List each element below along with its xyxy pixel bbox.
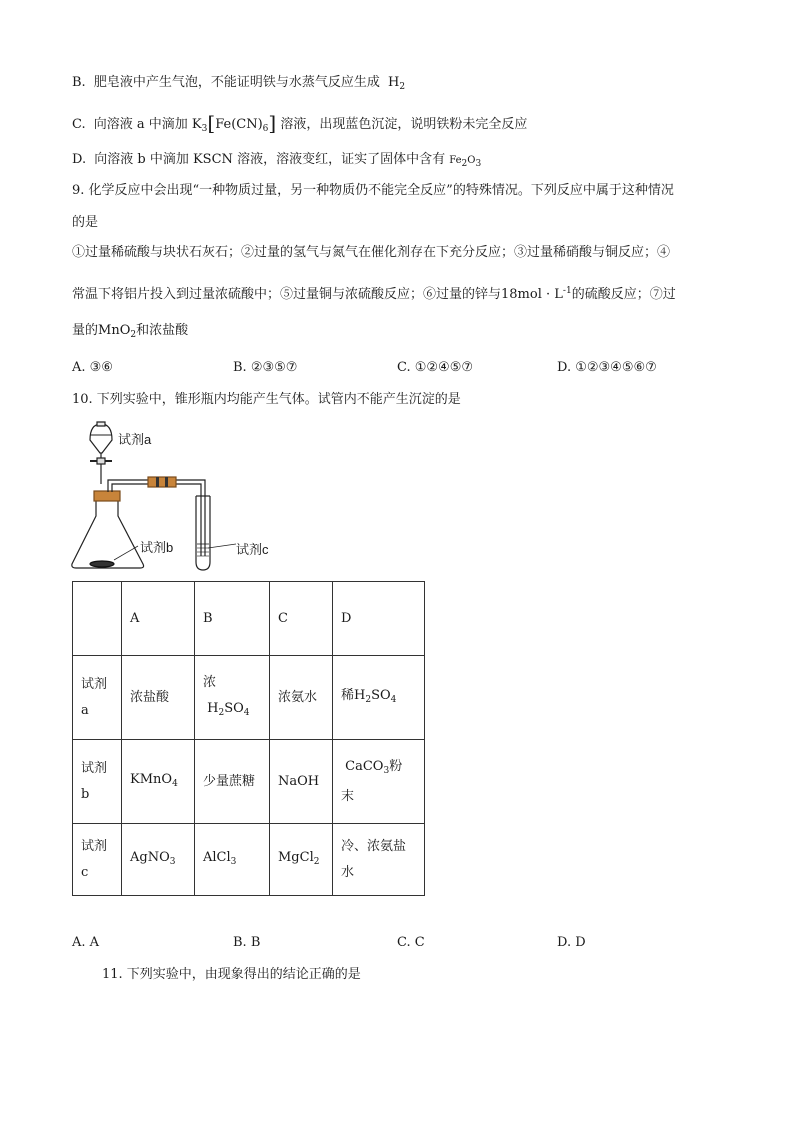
- table-header-cell: D: [333, 582, 425, 656]
- formula-k-sub: 3: [201, 124, 208, 134]
- formula-sub: 2: [399, 82, 406, 92]
- solid-reagent: [90, 561, 114, 567]
- table-cell: NaOH: [270, 740, 333, 824]
- table-header-cell: C: [270, 582, 333, 656]
- rubber-tube: [148, 477, 176, 487]
- apparatus-diagram: [68, 418, 308, 576]
- option-text-post: 溶液，溶液变红，证实了固体中含有: [237, 152, 446, 167]
- label-reagent-b: 试剂b: [140, 540, 174, 555]
- formula-sub: 2: [130, 330, 137, 340]
- q11-stem: 11. 下列实验中，由现象得出的结论正确的是: [102, 967, 361, 982]
- erlenmeyer-flask: [72, 492, 144, 568]
- concentration: 18mol · L: [501, 287, 563, 302]
- concentration-sup: -1: [562, 286, 572, 296]
- formula-fe: Fe(CN): [215, 117, 263, 132]
- table-cell: CaCO$_3$粉 末: [333, 740, 425, 824]
- row-label: 试剂 c: [73, 824, 122, 896]
- formula: MnO: [98, 323, 131, 338]
- table-cell: 少量蔗糖: [195, 740, 270, 824]
- table-cell: AgNO$_3$: [122, 824, 195, 896]
- option-c-prev: [72, 113, 527, 139]
- bracket-open: [: [207, 111, 216, 135]
- option-label: D.: [72, 152, 87, 167]
- table-header-cell: A: [122, 582, 195, 656]
- q9-items-line2: [72, 281, 676, 305]
- option-b-prev: [72, 73, 405, 97]
- test-tube: [196, 496, 210, 570]
- q10-stem: 10. 下列实验中，锥形瓶内均能产生气体。试管内不能产生沉淀的是: [72, 392, 461, 407]
- formula-k: K: [191, 117, 202, 132]
- q10-option-c: C. C: [397, 935, 425, 950]
- q9-option-d: D. ①②③④⑤⑥⑦: [557, 360, 657, 375]
- table-cell: AlCl$_3$: [195, 824, 270, 896]
- stopper: [94, 491, 120, 501]
- table-cell: 浓 $H_2SO_4$: [195, 656, 270, 740]
- table-cell: MgCl$_2$: [270, 824, 333, 896]
- label-reagent-a: 试剂a: [118, 432, 152, 447]
- q9-items-text: 量的: [72, 323, 99, 338]
- table-cell: 冷、浓氨盐 水: [333, 824, 425, 896]
- q9-option-a: A. ③⑥: [72, 360, 113, 375]
- row-label: 试剂 b: [73, 740, 122, 824]
- formula-fe2o3: $Fe_2O_3$: [449, 155, 482, 169]
- table-row: [73, 656, 425, 740]
- label-reagent-c: 试剂c: [236, 542, 269, 557]
- option-text-pre: 向溶液 b 中滴加: [94, 152, 189, 167]
- option-label: B.: [72, 75, 86, 90]
- q9-option-c: C. ①②④⑤⑦: [397, 360, 474, 375]
- table-header-cell: [73, 582, 122, 656]
- option-text: 肥皂液中产生气泡，不能证明铁与水蒸气反应生成: [93, 75, 380, 90]
- q9-items-line3: [72, 321, 188, 345]
- q10-option-b: B. B: [233, 935, 261, 950]
- table-row: [73, 824, 425, 896]
- formula-fe-sub: 6: [262, 124, 269, 134]
- bracket-close: ]: [268, 111, 277, 135]
- q9-items-text: 和浓盐酸: [136, 323, 189, 338]
- q9-items-line1: ①过量稀硫酸与块状石灰石；②过量的氢气与氮气在催化剂存在下充分反应；③过量稀硝酸与铜反应；④: [72, 245, 671, 260]
- option-text-pre: 向溶液 a 中滴加: [93, 117, 188, 132]
- q9-items-text: 常温下将铝片投入到过量浓硫酸中；⑤过量铜与浓硫酸反应；⑥过量的锌与: [72, 287, 502, 302]
- q9-items-text: 的硫酸反应；⑦过: [571, 287, 676, 302]
- q9-stem-line2: 的是: [72, 215, 99, 230]
- row-label: 试剂 a: [73, 656, 122, 740]
- formula: H: [387, 75, 400, 90]
- q10-option-a: A. A: [72, 935, 100, 950]
- option-label: C.: [72, 117, 86, 132]
- funnel-bulb: [90, 424, 112, 453]
- table-header-row: [73, 582, 425, 656]
- table-cell: 浓氨水: [270, 656, 333, 740]
- q9-option-b: B. ②③⑤⑦: [233, 360, 298, 375]
- table-cell: 浓盐酸: [122, 656, 195, 740]
- table-cell: 稀$H_2SO_4$: [333, 656, 425, 740]
- table-header-cell: B: [195, 582, 270, 656]
- table-row: [73, 740, 425, 824]
- option-d-prev: [72, 150, 481, 174]
- option-text-post: 溶液，出现蓝色沉淀，说明铁粉未完全反应: [280, 117, 528, 132]
- reagent-table: [72, 581, 425, 896]
- formula-kscn: KSCN: [192, 152, 233, 167]
- q10-option-d: D. D: [557, 935, 586, 950]
- table-cell: KMnO$_4$: [122, 740, 195, 824]
- q9-stem-line1: 9. 化学反应中会出现“一种物质过量，另一种物质仍不能完全反应”的特殊情况。下列反应中属于这种情况: [72, 183, 674, 198]
